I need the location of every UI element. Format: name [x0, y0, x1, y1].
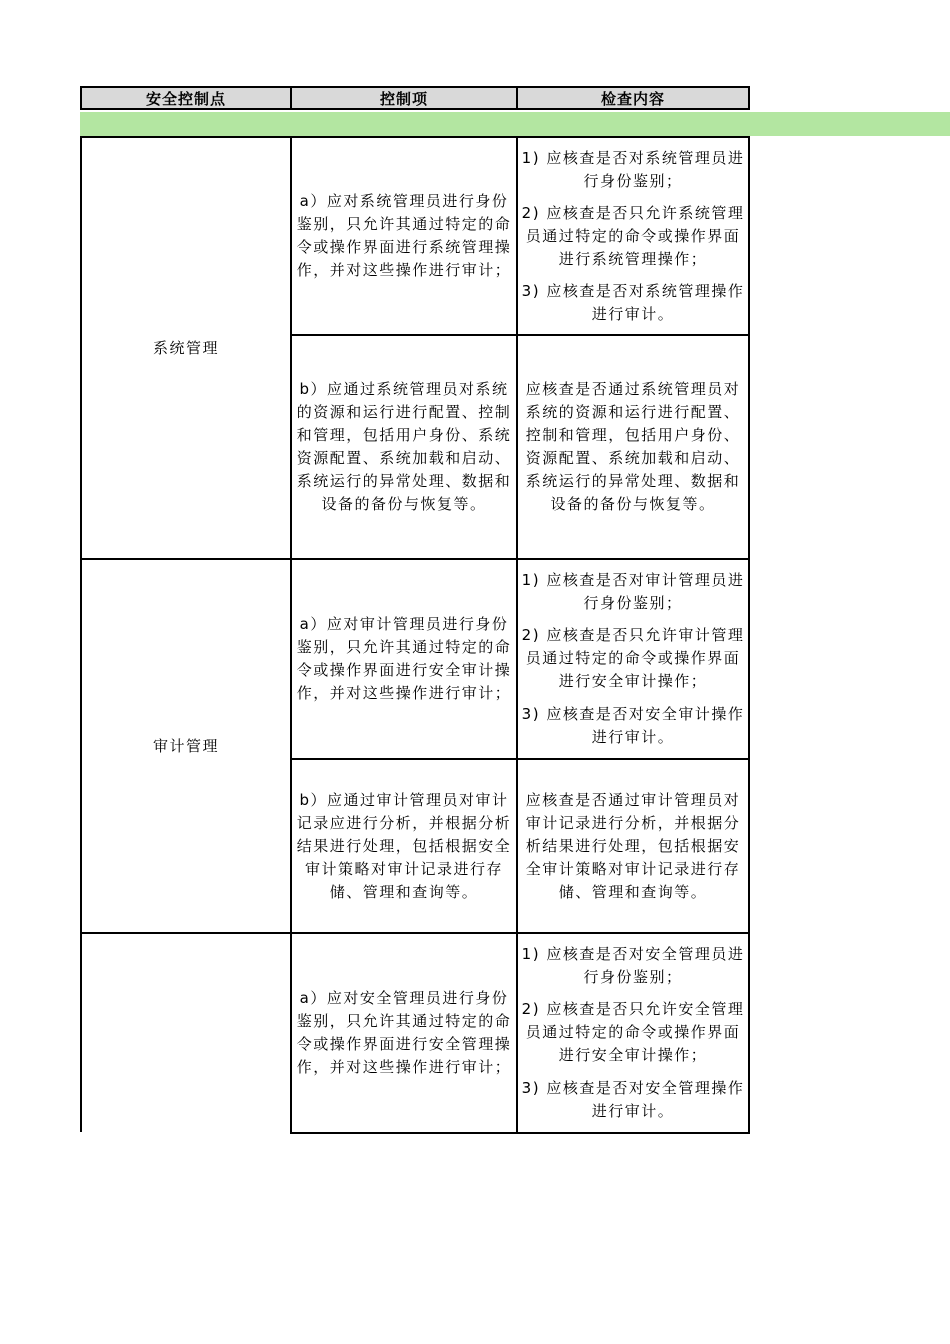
check-item: 1) 应核查是否对审计管理员进行身份鉴别；: [521, 570, 745, 612]
check-item: 3) 应核查是否对安全审计操作进行审计。: [521, 705, 745, 747]
security-point-cell: [80, 136, 292, 560]
control-item-cell: [290, 334, 518, 560]
check-item: 2) 应核查是否只允许审计管理员通过特定的命令或操作界面进行安全审计操作；: [521, 626, 745, 691]
check-content-cell: [516, 334, 750, 560]
control-item-cell: [290, 136, 518, 336]
category-band: [80, 112, 950, 136]
control-item-cell: [290, 558, 518, 760]
check-item: 1) 应核查是否对安全管理员进行身份鉴别；: [521, 944, 745, 986]
control-item-text: a）应对安全管理员进行身份鉴别，只允许其通过特定的命令或操作界面进行安全管理操作，并对这些操作进行审计；: [296, 989, 512, 1076]
header-security-point: 安全控制点: [80, 86, 292, 110]
security-point-label: 系统管理: [152, 338, 219, 357]
check-item: 1) 应核查是否对系统管理员进行身份鉴别；: [521, 148, 745, 190]
security-point-cell: [80, 932, 292, 1132]
check-item: 应核查是否通过审计管理员对审计记录进行分析，并根据分析结果进行处理，包括根据安全审计策略对审计记录进行存储、管理和查询等。: [525, 790, 741, 901]
control-item-text: a）应对审计管理员进行身份鉴别，只允许其通过特定的命令或操作界面进行安全审计操作，并对这些操作进行审计；: [296, 615, 512, 702]
security-point-cell: [80, 558, 292, 934]
security-point-label: 审计管理: [152, 736, 219, 755]
check-item: 2) 应核查是否只允许系统管理员通过特定的命令或操作界面进行系统管理操作；: [521, 203, 745, 268]
control-item-cell: [290, 932, 518, 1134]
header-control-item: 控制项: [290, 86, 518, 110]
check-content-cell: [516, 932, 750, 1134]
control-item-text: b）应通过审计管理员对审计记录应进行分析，并根据分析结果进行处理，包括根据安全审计策略对审计记录进行存储、管理和查询等。: [296, 790, 512, 901]
check-item: 3) 应核查是否对系统管理操作进行审计。: [521, 281, 745, 323]
control-item-cell: [290, 758, 518, 934]
check-content-cell: [516, 558, 750, 760]
check-item: 3) 应核查是否对安全管理操作进行审计。: [521, 1079, 745, 1121]
check-content-cell: [516, 136, 750, 336]
header-check-content: 检查内容: [516, 86, 750, 110]
control-item-text: a）应对系统管理员进行身份鉴别，只允许其通过特定的命令或操作界面进行系统管理操作，并对这些操作进行审计；: [296, 192, 512, 279]
control-item-text: b）应通过系统管理员对系统的资源和运行进行配置、控制和管理，包括用户身份、系统资源配置、系统加载和启动、系统运行的异常处理、数据和设备的备份与恢复等。: [296, 380, 512, 513]
check-item: 2) 应核查是否只允许安全管理员通过特定的命令或操作界面进行安全审计操作；: [521, 1000, 745, 1065]
check-item: 应核查是否通过系统管理员对系统的资源和运行进行配置、控制和管理，包括用户身份、资源配置、系统加载和启动、系统运行的异常处理、数据和设备的备份与恢复等。: [525, 380, 741, 513]
check-content-cell: [516, 758, 750, 934]
